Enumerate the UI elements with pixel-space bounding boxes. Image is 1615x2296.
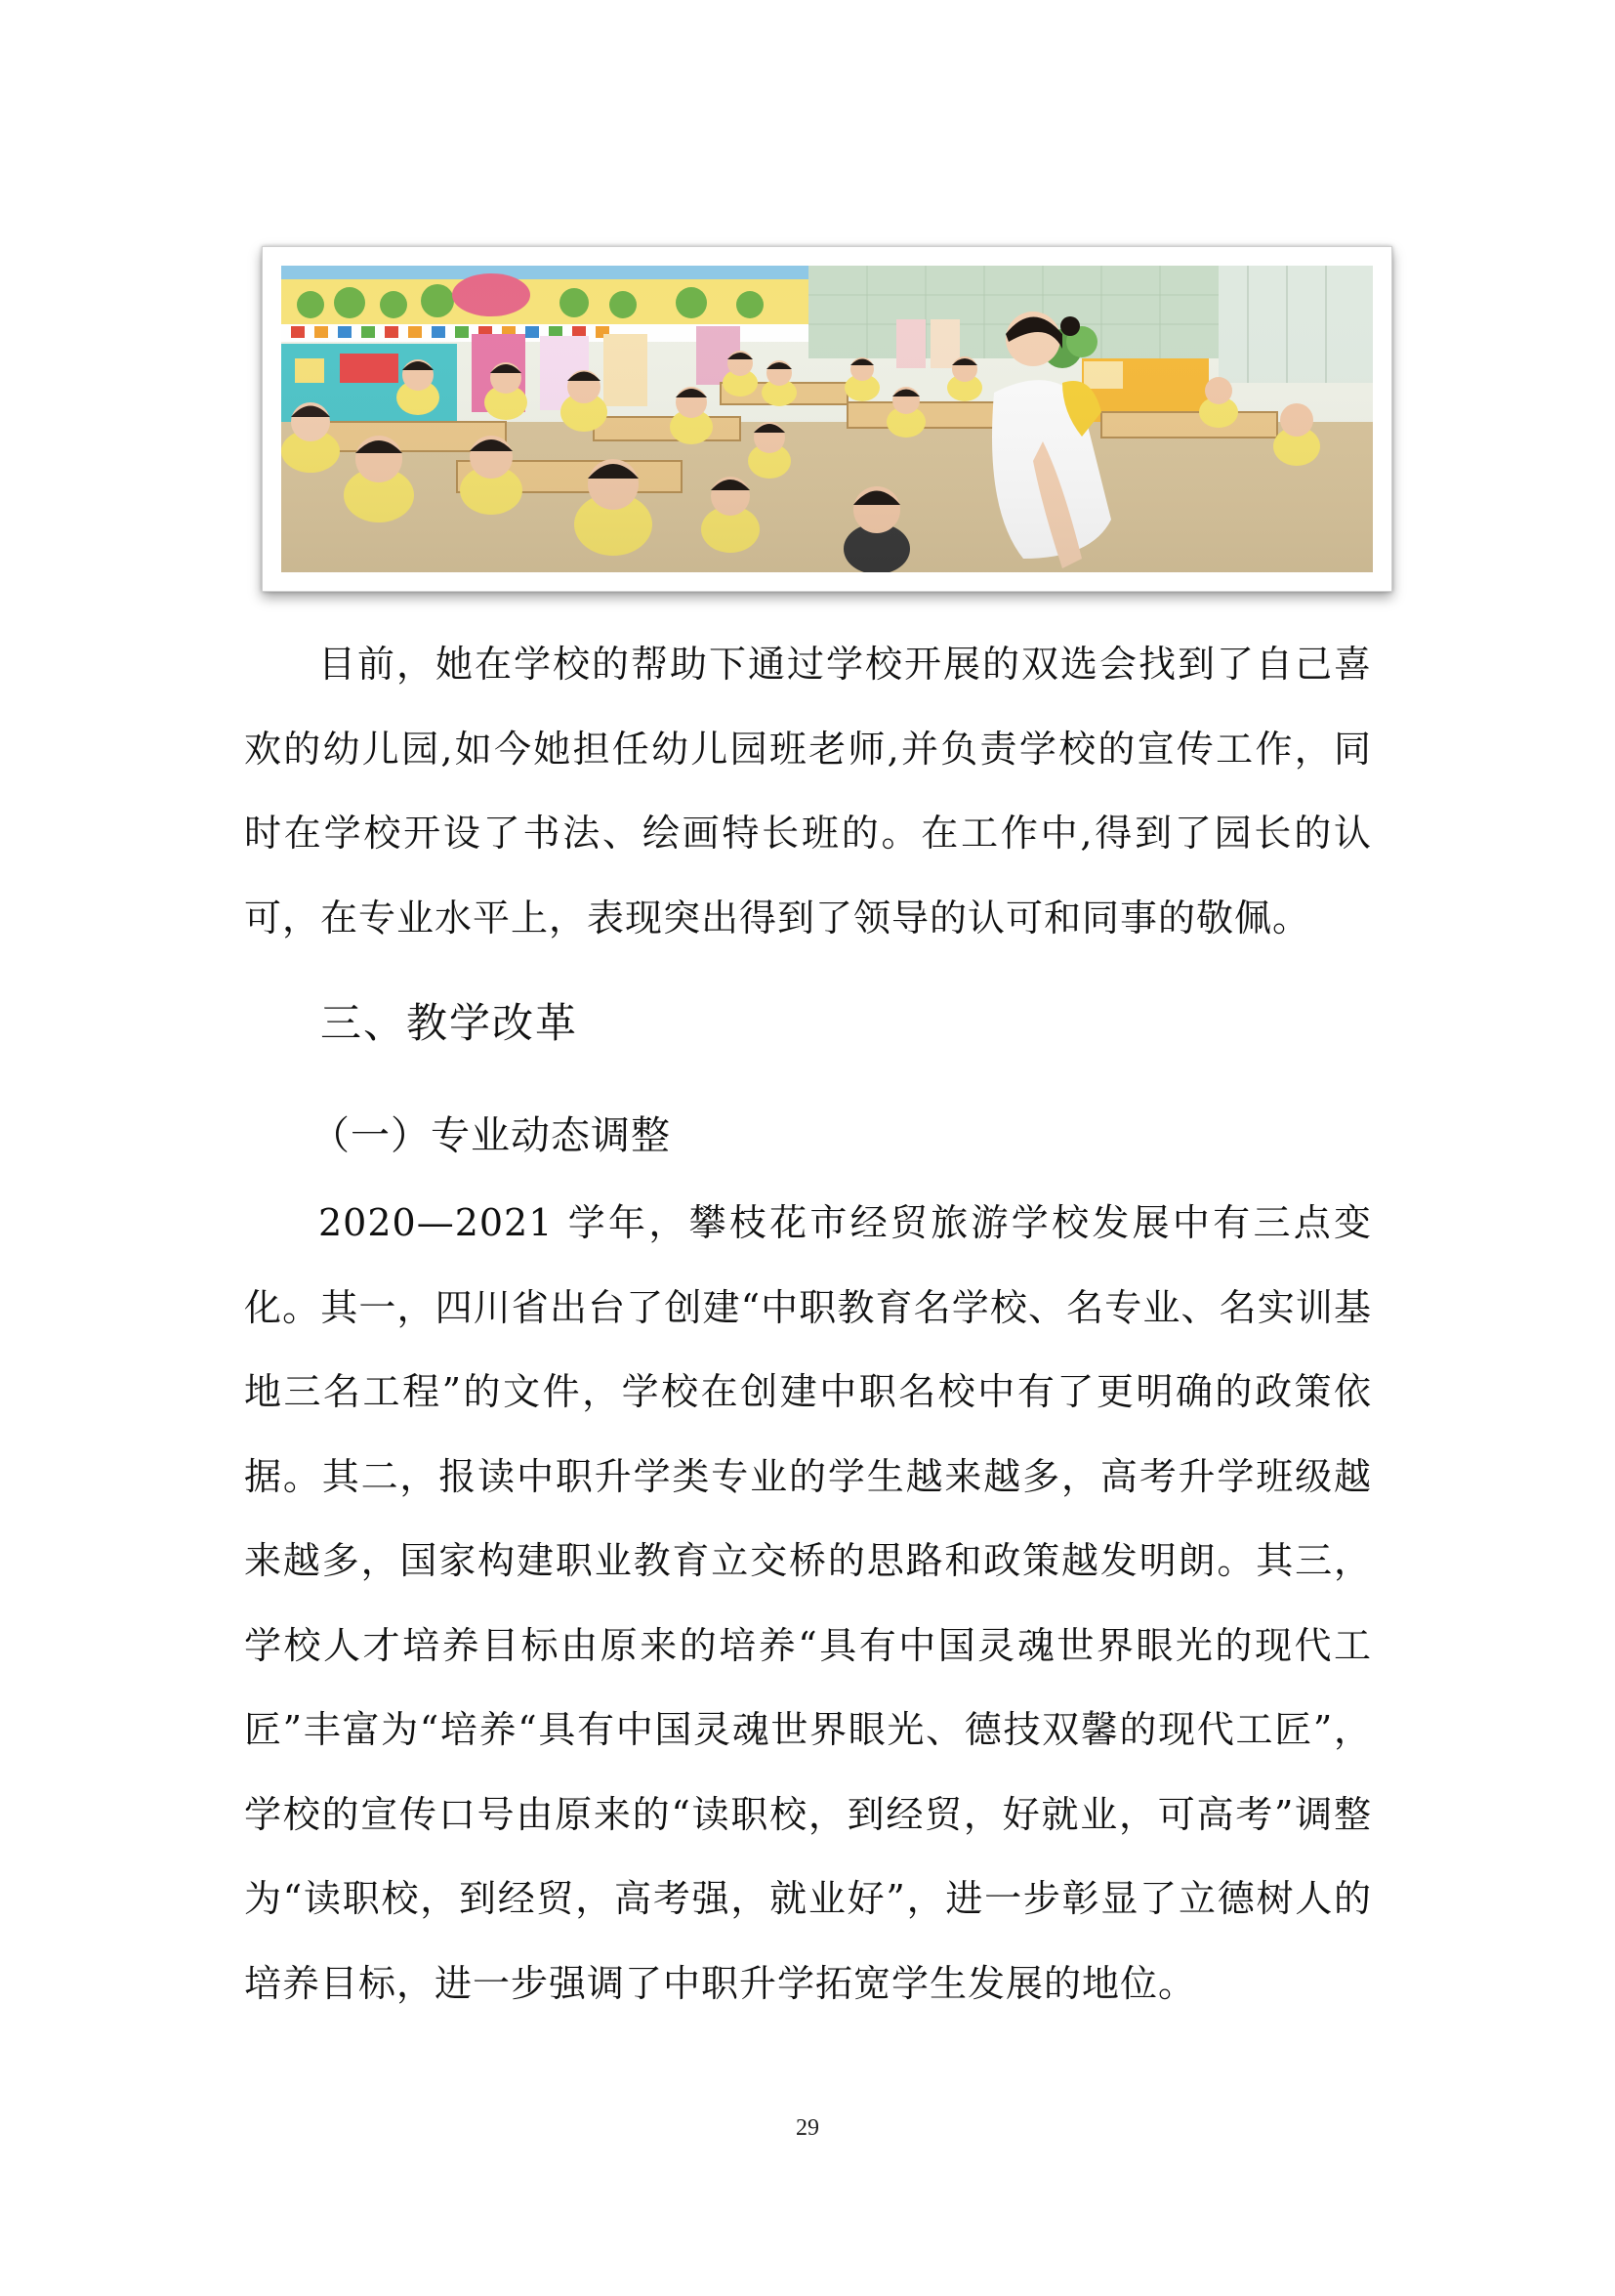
paragraph-2: 2020—2021 学年，攀枝花市经贸旅游学校发展中有三点变化。其一，四川省出台了创建“中职教育名学校、名专业、名实训基地三名工程”的文件，学校在创建中职名校中有了更明确的政策依据。其二，报读中职升学类专业的学生越来越多，高考升学班级越来越多，国家构建职业教育立交桥的思路和政策越发明朗。其三，学校人才培养目标由原来的培养“具有中国灵魂世界眼光的现代工匠”丰富为“培养“具有中国灵魂世界眼光、德技双馨的现代工匠”，学校的宣传口号由原来的“读职校，到经贸，好就业，可高考”调整为“读职校，到经贸，高考强，就业好”，进一步彰显了立德树人的培养目标，进一步强调了中职升学拓宽学生发展的地位。	[244, 1201, 1372, 2005]
subsection-heading: （一）专业动态调整	[311, 1113, 671, 1158]
photo-frame	[262, 246, 1392, 592]
section-heading: 三、教学改革	[320, 999, 579, 1047]
classroom-photo	[281, 266, 1373, 572]
paragraph-1: 目前，她在学校的帮助下通过学校开展的双选会找到了自己喜欢的幼儿园,如今她担任幼儿园班老师,并负责学校的宣传工作，同时在学校开设了书法、绘画特长班的。在工作中,得到了园长的认可，在专业水平上，表现突出得到了领导的认可和同事的敬佩。	[244, 643, 1372, 939]
classroom-photo-illustration	[281, 266, 1373, 572]
page-number: 29	[796, 2115, 819, 2141]
